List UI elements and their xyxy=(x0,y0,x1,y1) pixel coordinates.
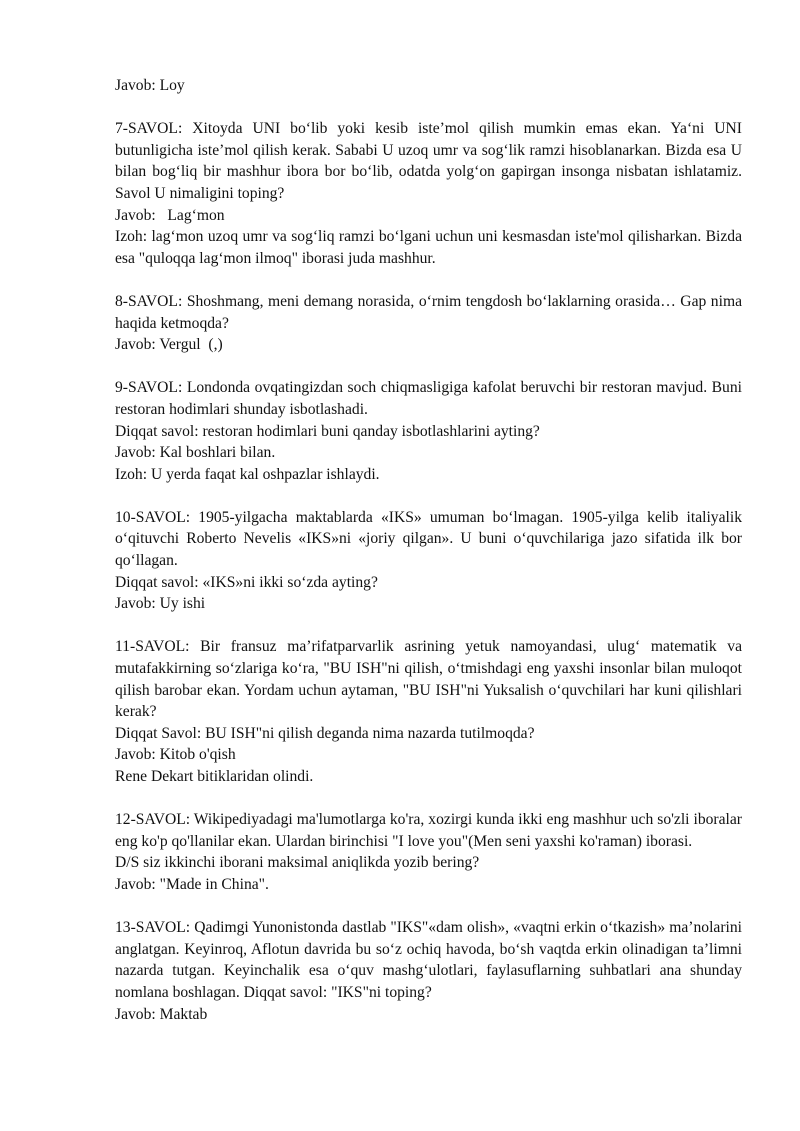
prompt-line: Diqqat Savol: BU ISH"ni qilish deganda nima nazarda tutilmoqda? xyxy=(115,724,535,742)
question-text: 8-SAVOL: Shoshmang, meni demang norasida, o‘rnim tengdosh bo‘laklarning orasida… Gap nima haqida ketmoqda? xyxy=(115,292,742,332)
question-block-13 xyxy=(115,917,742,1025)
block-gap xyxy=(115,269,742,291)
block-gap xyxy=(115,896,742,918)
note-text: Izoh: lag‘mon uzoq umr va sog‘liq ramzi bo‘lgani uchun uni kesmasdan iste'mol qilisharkan. Bizda esa "quloqqa lag‘mon ilmoq" iborasi juda mashhur. xyxy=(115,228,742,267)
prompt-line: Diqqat savol: «IKS»ni ikki so‘zda ayting? xyxy=(115,573,378,591)
prompt-line: D/S siz ikkinchi iborani maksimal aniqlikda yozib bering? xyxy=(115,854,480,872)
question-text: 13-SAVOL: Qadimgi Yunonistonda dastlab "IKS"«dam olish», «vaqtni erkin o‘tkazish» ma’nolarini anglatgan. Keyinroq, Aflotun davrida bu so‘z ochiq havoda, bo‘sh vaqtda erkin olinadigan ta’limni nazarda tutgan. Keyinchalik esa o‘quv mashg‘ulotlari, faylasuflarning suhbatlari ana shunday nomlana boshlagan. Diqqat savol: "IKS"ni toping? xyxy=(115,919,742,1001)
question-text: 7-SAVOL: Xitoyda UNI bo‘lib yoki kesib iste’mol qilish mumkin emas ekan. Ya‘ni UNI butunligicha iste’mol qilish kerak. Sababi U uzoq umr va sog‘lik ramzi hisoblanarkan. Bizda esa U bilan bog‘liq bir mashhur ibora bor bo‘lib, odatda yolg‘on gapirgan insonga nisbatan ishlatamiz. Savol U nimaligini toping? xyxy=(115,120,742,202)
question-text: 11-SAVOL: Bir fransuz ma’rifatparvarlik asrining yetuk namoyandasi, ulug‘ matematik va mutafakkirning so‘zlariga ko‘ra, "BU ISH"ni qilish, o‘tmishdagi eng yaxshi insonlar bilan muloqot qilish barobar ekan. Yordam uchun aytaman, "BU ISH"ni Yuksalish o‘quvchilari har kuni qilishlari kerak? xyxy=(115,638,742,721)
question-text: 12-SAVOL: Wikipediyadagi ma'lumotlarga ko'ra, xozirgi kunda ikki eng mashhur uch so'zli iboralar eng ko'p qo'llanilar ekan. Ulardan birinchisi "I love you"(Men seni yaxshi ko'raman) iborasi. xyxy=(115,811,742,850)
block-gap xyxy=(115,356,742,378)
source-line: Rene Dekart bitiklaridan olindi. xyxy=(115,768,314,785)
question-block-12 xyxy=(115,809,742,895)
block-gap xyxy=(115,485,742,507)
question-block-7 xyxy=(115,118,742,269)
answer-line: Javob: Vergul (,) xyxy=(115,336,223,354)
question-block-11 xyxy=(115,636,742,787)
answer-line: Javob: Lag‘mon xyxy=(115,206,225,224)
answer-line: Javob: Loy xyxy=(115,77,185,94)
block-gap xyxy=(115,788,742,810)
question-text: 9-SAVOL: Londonda ovqatingizdan soch chiqmasligiga kafolat beruvchi bir restoran mavjud. Buni restoran hodimlari shunday isbotlashadi. xyxy=(115,379,742,418)
answer-line: Javob: "Made in China". xyxy=(115,875,269,893)
answer-line: Javob: Uy ishi xyxy=(115,595,206,613)
answer-line: Javob: Maktab xyxy=(115,1005,208,1023)
answer-line: Javob: Kal boshlari bilan. xyxy=(115,444,276,462)
document-page xyxy=(115,75,742,1025)
note-line: Izoh: U yerda faqat kal oshpazlar ishlaydi. xyxy=(115,465,380,483)
block-gap xyxy=(115,97,742,119)
question-text: 10-SAVOL: 1905-yilgacha maktablarda «IKS» umuman bo‘lmagan. 1905-yilga kelib italiyalik o‘qituvchi Roberto Nevelis «IKS»ni «joriy qilgan». U buni o‘quvchilariga jazo sifatida ilk bor qo‘llagan. xyxy=(115,508,742,570)
question-block-10 xyxy=(115,507,742,615)
prompt-line: Diqqat savol: restoran hodimlari buni qanday isbotlashlarini ayting? xyxy=(115,422,540,440)
question-block-9 xyxy=(115,377,742,485)
block-gap xyxy=(115,615,742,637)
question-block-8 xyxy=(115,291,742,356)
answer-line: Javob: Kitob o'qish xyxy=(115,746,236,764)
